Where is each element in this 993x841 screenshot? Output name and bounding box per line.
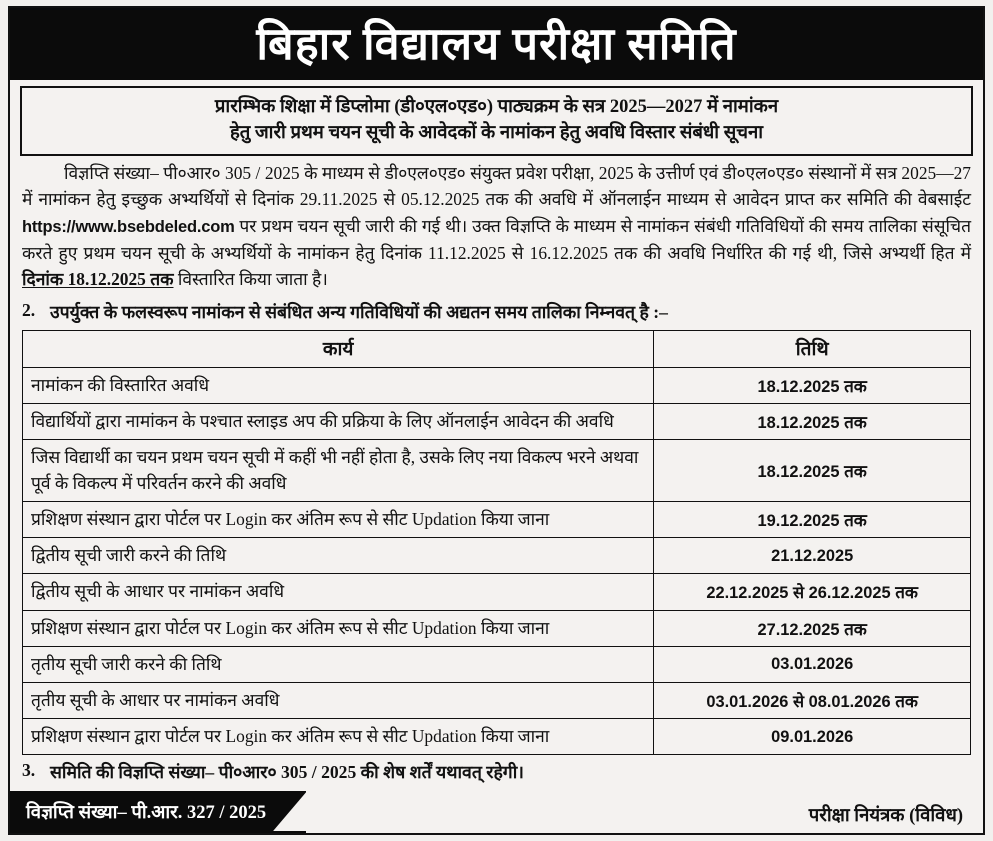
row-date-suffix: तक [895,692,918,712]
body-content [22,160,971,784]
paragraph-text-part-3: विस्तारित किया जाता है। [173,269,328,290]
table-row [23,404,971,440]
row-date-suffix: तक [844,413,867,433]
row-date-suffix: तक [844,510,867,530]
notice-number-tag [10,791,306,833]
row-date [654,610,971,646]
row-date [654,367,971,403]
row-date [654,440,971,501]
row-date-value: 18.12.2025 [757,463,840,482]
point-2 [22,300,971,324]
footer [10,791,983,833]
paragraph-text-part-2: पर प्रथम चयन सूची जारी की गई थी। उक्त विज्ञप्ति के माध्यम से नामांकन संबंधी गतिविधियों की समय तालिका संसूचित करते हुए प्रथम चयन सूची के अभ्यर्थियों के नामांकन हेतु दिनांक 11.12.2025 से 16.12.2025 तक की अवधि निर्धारित की गई थी, जिसे अभ्यर्थी हित में [22,215,972,263]
row-date-value: 09.01.2026 [771,727,854,746]
row-date-suffix: तक [844,462,867,482]
table-row [23,574,971,610]
row-date [654,683,971,719]
row-date [654,538,971,574]
header-banner [10,8,983,80]
row-date-value: 18.12.2025 [757,378,840,396]
subtitle-line-2: हेतु जारी प्रथम चयन सूची के आवेदकों के नामांकन हेतु अवधि विस्तार संबंधी सूचना [229,123,764,144]
table-row [23,538,971,574]
row-date [654,574,971,610]
row-task: प्रशिक्षण संस्थान द्वारा पोर्टल पर Login कर अंतिम रूप से सीट Updation किया जाना [23,719,654,755]
subtitle-box [20,86,973,156]
row-task: नामांकन की विस्तारित अवधि [23,367,654,403]
extended-date-highlight: दिनांक 18.12.2025 तक [22,269,174,290]
row-date-value: 22.12.2025 से 26.12.2025 [706,584,891,603]
point-2-text: उपर्युक्त के फलस्वरूप नामांकन से संबंधित अन्य गतिविधियों की अद्यतन समय तालिका निम्नवत् है :– [50,301,668,322]
row-date-value: 27.12.2025 [757,620,840,639]
row-task: प्रशिक्षण संस्थान द्वारा पोर्टल पर Login कर अंतिम रूप से सीट Updation किया जाना [23,501,654,537]
row-date-suffix: तक [895,583,918,603]
notice-number-text: विज्ञप्ति संख्या– पी.आर. 327 / 2025 [26,802,267,823]
row-task: प्रशिक्षण संस्थान द्वारा पोर्टल पर Login कर अंतिम रूप से सीट Updation किया जाना [23,610,654,646]
row-date-value: 03.01.2026 [771,655,854,674]
row-date [654,501,971,537]
subtitle-line-1: प्रारम्भिक शिक्षा में डिप्लोमा (डी०एल०एड०) पाठ्यक्रम के सत्र 2025—2027 में नामांकन [214,97,779,117]
table-row [23,367,971,403]
row-date-value: 03.01.2026 से 08.01.2026 [706,693,891,712]
table-row [23,683,971,719]
table-row [23,440,971,501]
document-frame [8,6,985,835]
table-row [23,501,971,537]
paragraph-text-part-1: विज्ञप्ति संख्या– पी०आर० 305 / 2025 के माध्यम से डी०एल०एड० संयुक्त प्रवेश परीक्षा, 2025 के उत्तीर्ण एवं डी०एल०एड० संस्थानों में सत्र 2025—27 में नामांकन हेतु इच्छुक अभ्यर्थियों से दिनांक 29.11.2025 से 05.12.2025 तक की अवधि में ऑनलाईन माध्यम से आवेदन प्राप्त कर समिति की वेबसाईट [22,163,971,210]
table-row [23,646,971,682]
organization-title: बिहार विद्यालय परीक्षा समिति [256,18,737,69]
point-3-number: 3. [22,760,36,781]
row-date [654,646,971,682]
row-task: विद्यार्थियों द्वारा नामांकन के पश्चात स्लाइड अप की प्रक्रिया के लिए ऑनलाईन आवेदन की अवधि [23,404,654,440]
header-task: कार्य [23,330,654,367]
row-date-value: 18.12.2025 [757,414,840,433]
row-date-suffix: तक [844,619,867,639]
table-header-row [23,330,971,367]
signatory: परीक्षा नियंत्रक (विविध) [808,806,963,826]
point-3 [22,760,971,784]
row-task: तृतीय सूची के आधार पर नामांकन अवधि [23,683,654,719]
website-url[interactable]: https://www.bsebdeled.com [22,217,235,236]
row-date [654,404,971,440]
schedule-table [22,330,971,756]
point-2-number: 2. [22,299,36,320]
table-row [23,719,971,755]
row-task: जिस विद्यार्थी का चयन प्रथम चयन सूची में कहीं भी नहीं होता है, उसके लिए नया विकल्प भरने अथवा पूर्व के विकल्प में परिवर्तन करने की अवधि [23,440,654,501]
point-3-text: समिति की विज्ञप्ति संख्या– पी०आर० 305 / 2025 की शेष शर्तें यथावत् रहेगी। [50,762,524,783]
row-task: द्वितीय सूची के आधार पर नामांकन अवधि [23,574,654,610]
row-date-suffix: तक [844,377,867,396]
schedule-table-body [23,367,971,755]
row-task: तृतीय सूची जारी करने की तिथि [23,646,654,682]
row-date [654,719,971,755]
row-date-value: 21.12.2025 [771,546,854,565]
table-row [23,610,971,646]
header-date: तिथि [654,330,971,367]
row-date-value: 19.12.2025 [757,511,840,530]
notice-paragraph [22,160,971,293]
row-task: द्वितीय सूची जारी करने की तिथि [23,538,654,574]
